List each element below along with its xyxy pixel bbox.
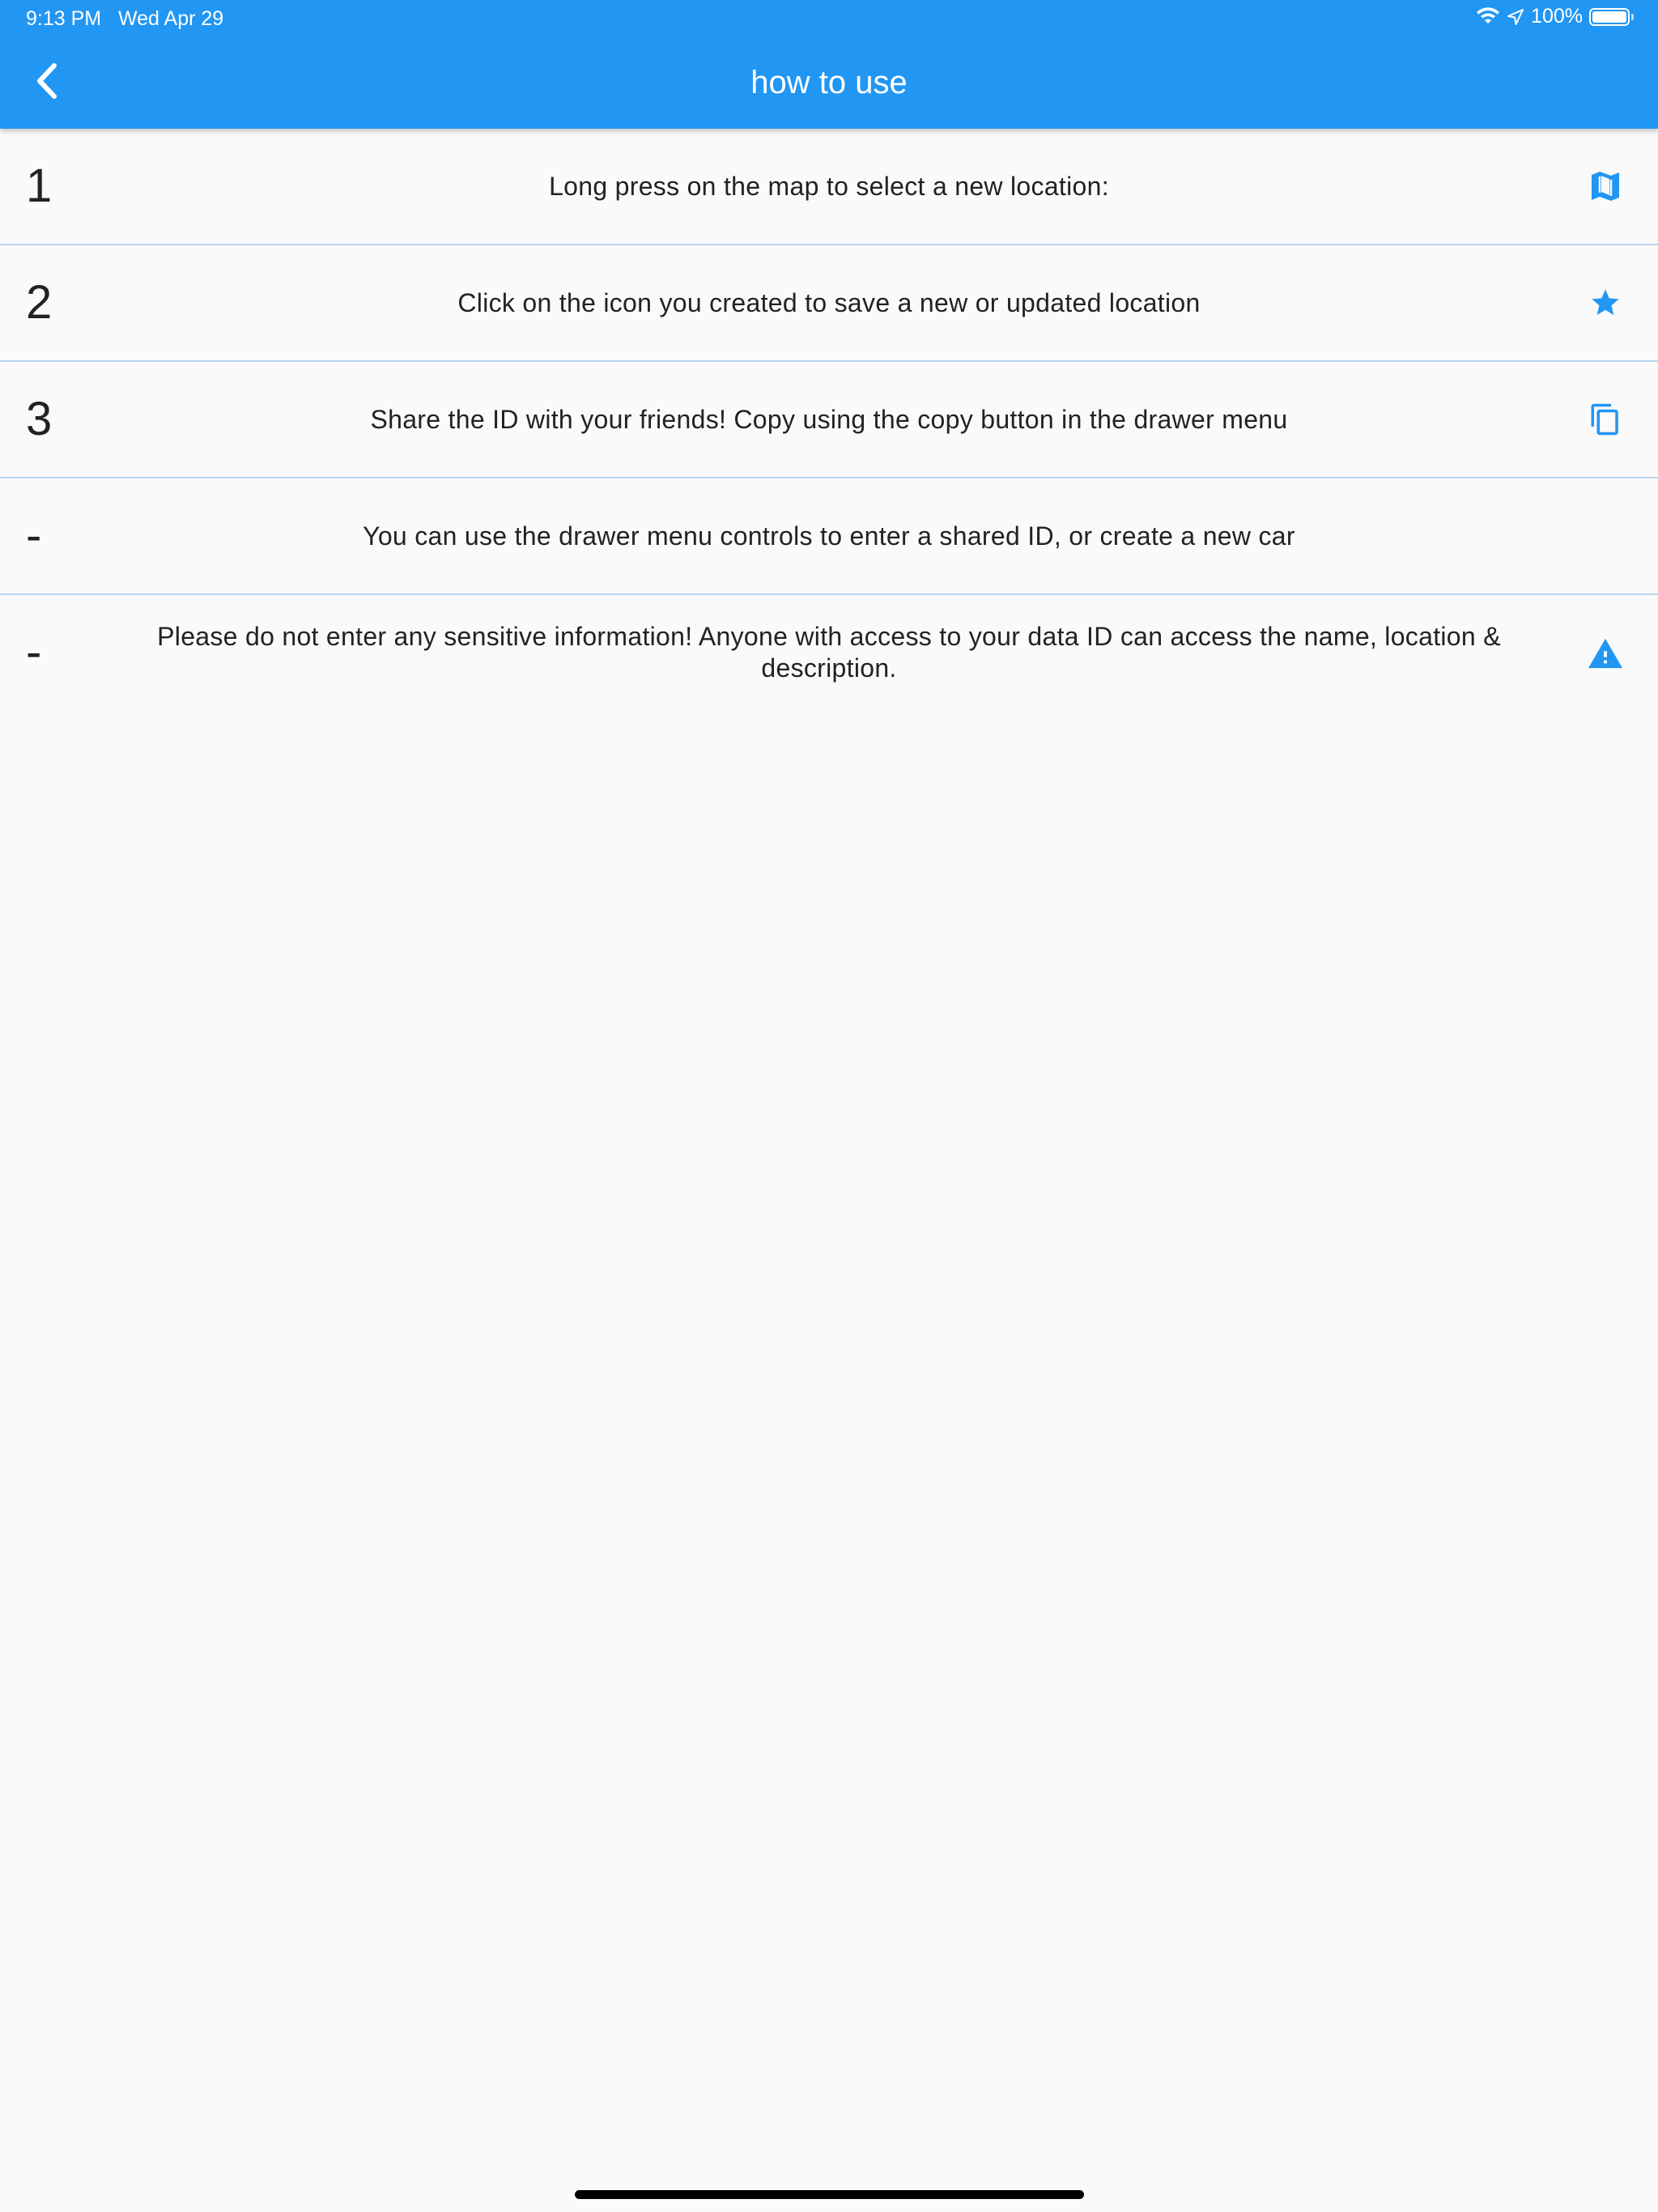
battery-icon — [1589, 8, 1630, 26]
step-number: 2 — [26, 276, 53, 329]
location-arrow-icon — [1507, 8, 1524, 26]
instruction-text: Click on the icon you created to save a new or updated location — [457, 287, 1201, 317]
warning-icon — [1585, 595, 1626, 710]
list-item — [0, 479, 1658, 595]
step-bullet: - — [26, 626, 42, 678]
step-number: 3 — [26, 393, 53, 445]
step-number: 1 — [26, 160, 53, 212]
status-indicators — [1476, 5, 1634, 28]
battery-percent: 100% — [1531, 5, 1583, 28]
list-item — [0, 362, 1658, 479]
instruction-text: Share the ID with your friends! Copy using the copy button in the drawer menu — [370, 404, 1288, 434]
top-bar — [0, 0, 1658, 129]
instruction-text: Please do not enter any sensitive information! Anyone with access to your data ID can access the name, location & description. — [157, 622, 1501, 683]
list-item — [0, 245, 1658, 362]
copy-icon — [1585, 362, 1626, 477]
status-date: Wed Apr 29 — [118, 7, 224, 30]
instruction-list — [0, 129, 1658, 712]
wifi-icon — [1476, 7, 1500, 27]
star-icon — [1585, 245, 1626, 360]
instruction-text: Long press on the map to select a new location: — [549, 171, 1109, 201]
map-icon — [1585, 129, 1626, 244]
instruction-text: You can use the drawer menu controls to enter a shared ID, or create a new car — [363, 521, 1295, 551]
status-bar — [0, 0, 1658, 37]
step-bullet: - — [26, 509, 42, 562]
battery-cap — [1631, 14, 1634, 20]
page-title: how to use — [750, 65, 908, 100]
list-item — [0, 595, 1658, 712]
list-item — [0, 129, 1658, 245]
status-time: 9:13 PM — [26, 7, 102, 30]
home-indicator[interactable] — [575, 2190, 1084, 2199]
app-bar — [0, 37, 1658, 129]
